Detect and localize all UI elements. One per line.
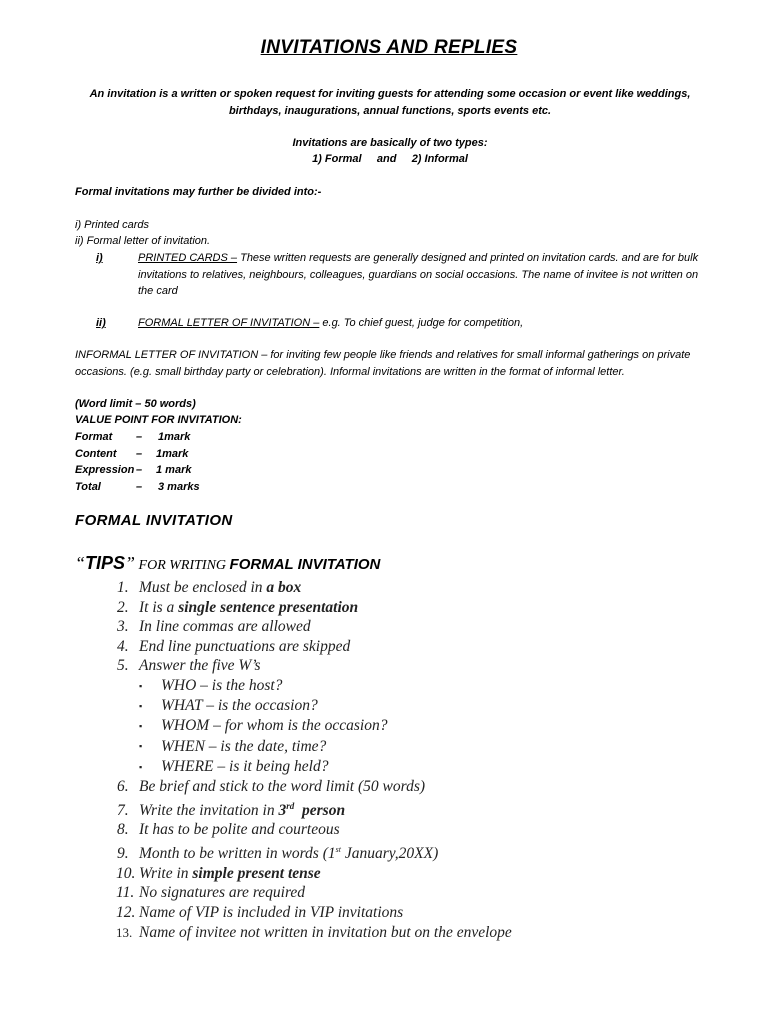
list-item: 12. Name of VIP is included in VIP invitations — [116, 904, 404, 922]
types-heading: Invitations are basically of two types: — [292, 137, 488, 149]
marks-value: 1mark — [158, 431, 191, 443]
tips-heading — [75, 553, 380, 574]
bullet-icon: ▪ — [139, 700, 143, 711]
tips-word: TIPS — [85, 553, 126, 573]
subtype-formal-letter: ii) Formal letter of invitation. — [75, 235, 211, 247]
marks-label: Format — [75, 431, 113, 443]
intro-paragraph: An invitation is a written or spoken request for inviting guests for attending some occasion or event like weddings, birthdays, inaugurations, annual functions, sports events etc. — [89, 88, 691, 117]
marks-label: Total — [75, 480, 101, 493]
marks-table — [75, 429, 275, 495]
marks-row — [75, 462, 275, 479]
list-item: 10. Write in simple present tense — [116, 864, 321, 882]
types-line: 1) Formal and 2) Informal — [312, 153, 468, 165]
marks-value: 1 mark — [156, 464, 192, 476]
list-item: 4. End line punctuations are skipped — [117, 637, 351, 655]
formal-letter-label: FORMAL LETTER OF INVITATION – — [138, 317, 320, 329]
bullet-icon: ▪ — [139, 680, 143, 691]
value-point-heading: VALUE POINT FOR INVITATION: — [75, 414, 242, 426]
list-item: ▪ WHEN – is the date, time? — [139, 737, 512, 757]
formal-invitation-heading: FORMAL INVITATION — [75, 512, 233, 529]
printed-cards-marker: i) — [96, 252, 103, 264]
marks-dash: – — [136, 464, 143, 476]
formal-letter-marker: ii) — [96, 317, 106, 329]
list-item: ▪ WHAT – is the occasion? — [139, 696, 512, 716]
printed-cards-label: PRINTED CARDS – — [138, 252, 238, 264]
list-item: 13. Name of invitee not written in invitation but on the envelope — [116, 923, 512, 941]
list-item: ▪ WHERE – is it being held? — [139, 757, 512, 777]
bullet-icon: ▪ — [139, 741, 143, 752]
list-item: 5. Answer the five W’s — [117, 657, 261, 675]
marks-value: 3 marks — [158, 480, 200, 493]
marks-label: Expression — [75, 464, 135, 476]
list-item: 9. Month to be written in words (1st January,20XX) — [117, 845, 439, 863]
formal-divided-text: Formal invitations may further be divided into:- — [75, 186, 322, 198]
marks-row — [75, 429, 275, 446]
marks-value: 1mark — [156, 447, 189, 460]
marks-dash: – — [136, 447, 143, 460]
list-item: 1. Must be enclosed in a box — [117, 579, 302, 596]
tips-formal-invitation: FORMAL INVITATION — [229, 556, 381, 573]
marks-row — [75, 446, 275, 463]
list-item: 6. Be brief and stick to the word limit (50 words) — [117, 778, 426, 796]
formal-letter-text: e.g. To chief guest, judge for competition, — [322, 317, 524, 329]
marks-dash: – — [136, 431, 143, 443]
tips-open-quote: “ — [75, 553, 86, 573]
formal-letter-paragraph — [138, 315, 523, 332]
tips-for-writing: FOR WRITING — [135, 558, 230, 573]
list-item: 3. In line commas are allowed — [117, 618, 311, 636]
list-item: 7. Write the invitation in 3rd person — [117, 800, 346, 819]
tips-close-quote: ” — [125, 553, 136, 573]
bullet-icon: ▪ — [139, 721, 143, 732]
bullet-icon: ▪ — [139, 761, 143, 772]
marks-row — [75, 479, 275, 496]
ws-list — [117, 676, 512, 777]
informal-paragraph: INFORMAL LETTER OF INVITATION – for inviting few people like friends and relatives for small informal gatherings on private occasions. (e.g. small birthday party or celebration). Informal invitations are written in the format of informal letter. — [75, 349, 691, 378]
tips-list — [117, 578, 512, 942]
marks-label: Content — [75, 447, 117, 460]
page-title: INVITATIONS AND REPLIES — [260, 37, 518, 58]
list-item: ▪ WHO – is the host? — [139, 676, 512, 696]
word-limit: (Word limit – 50 words) — [75, 398, 196, 410]
list-item: ▪ WHOM – for whom is the occasion? — [139, 716, 512, 736]
subtype-printed-cards: i) Printed cards — [75, 219, 149, 231]
marks-dash: – — [136, 480, 143, 493]
printed-cards-paragraph — [138, 250, 708, 300]
list-item: 8. It has to be polite and courteous — [117, 821, 340, 839]
printed-cards-text: These written requests are generally designed and printed on invitation cards. and are for bulk invitations to relatives, neighbours, colleagues, guardians on social occasions. The name of invitee is not written on the card — [138, 252, 699, 297]
list-item: 11. No signatures are required — [116, 884, 306, 902]
list-item: 2. It is a single sentence presentation — [117, 598, 359, 616]
